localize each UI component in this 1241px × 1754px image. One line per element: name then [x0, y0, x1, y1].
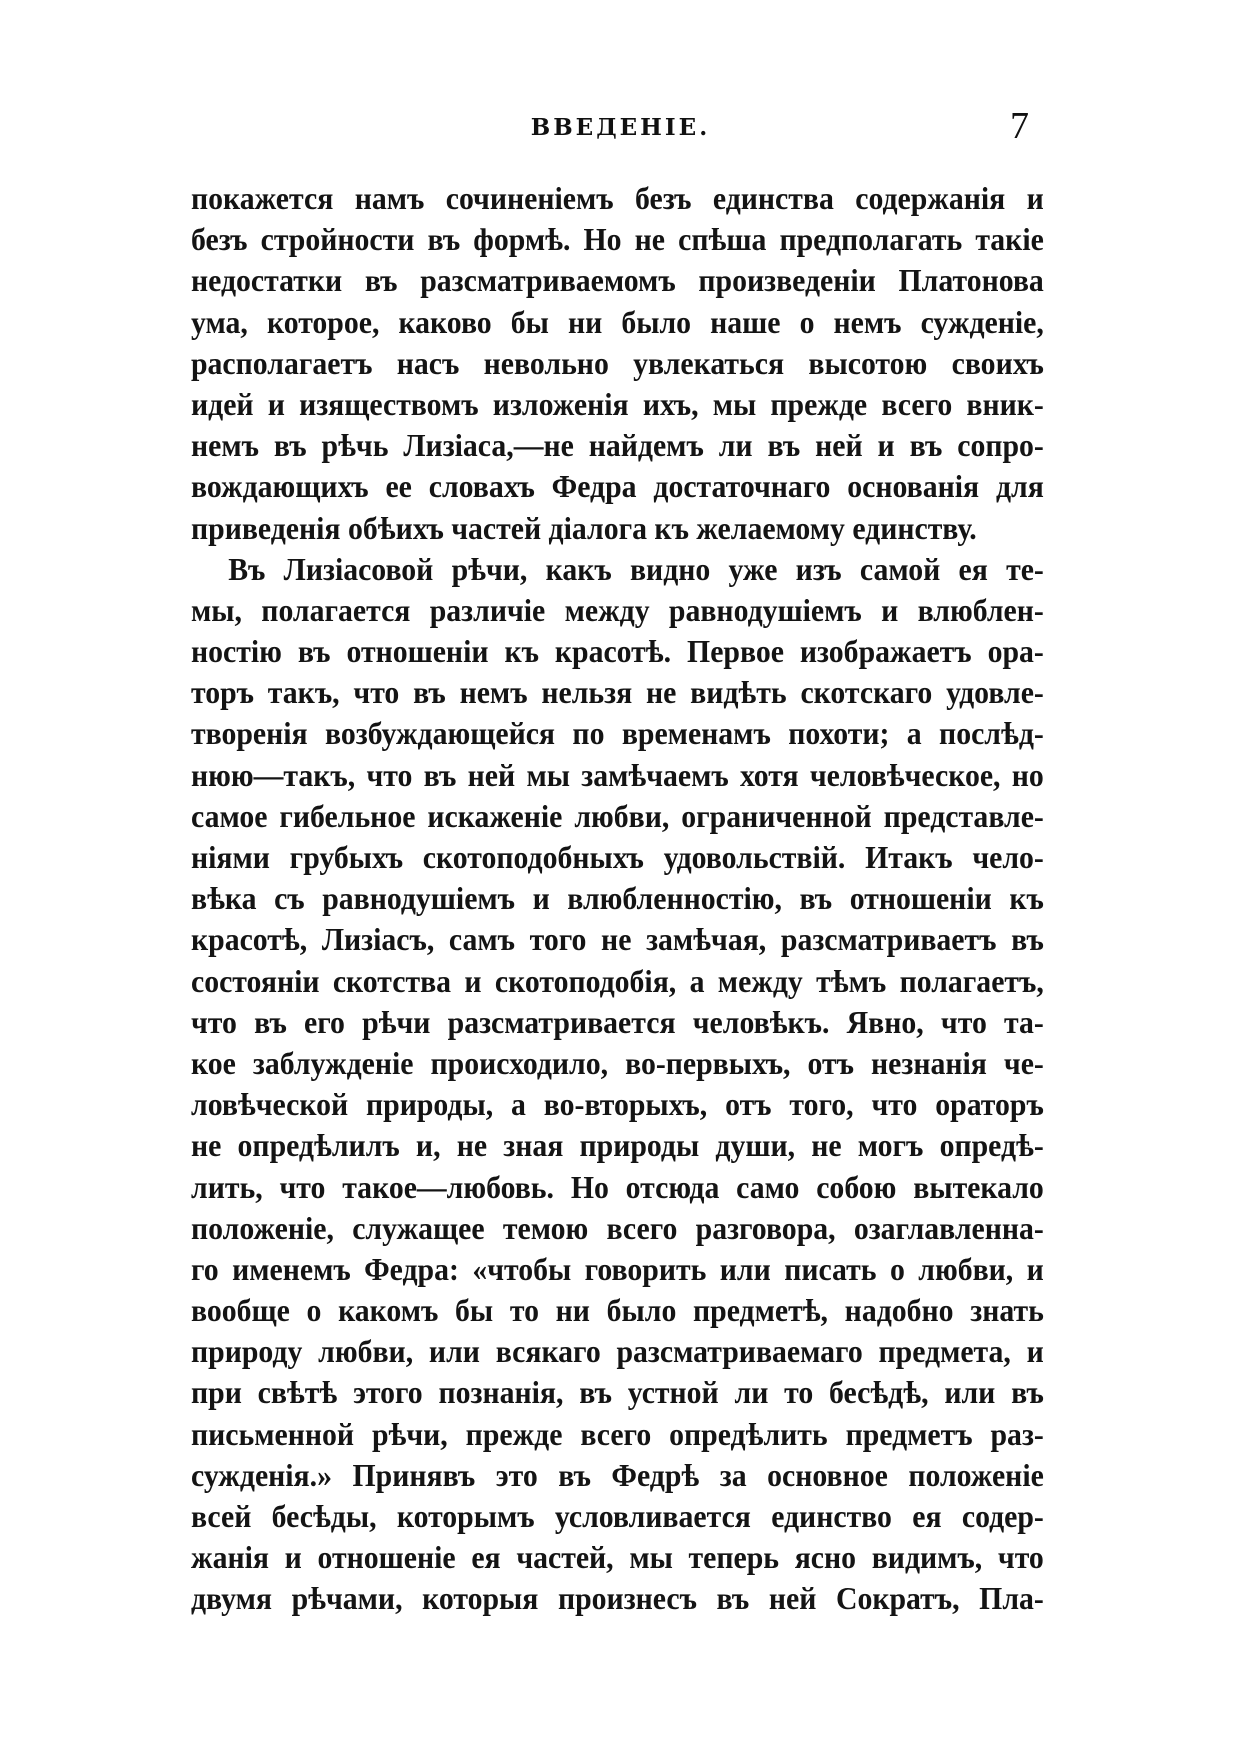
text-line: ніями грубыхъ скотоподобныхъ удовольствій. Итакъ чело- — [191, 839, 1044, 875]
paragraph-start-line: Въ Лизіасовой рѣчи, какъ видно уже изъ самой ея те- — [228, 550, 1044, 587]
text-line: нюю—такъ, что въ ней мы замѣчаемъ хотя человѣческое, но — [191, 756, 1044, 793]
text-line: жанія и отношеніе ея частей, мы теперь ясно видимъ, что — [191, 1539, 1044, 1576]
page-number: 7 — [1010, 105, 1029, 147]
text-line: приведенія обѣихъ частей діалога къ желаемому единству. — [191, 509, 977, 546]
text-line: вѣка съ равнодушіемъ и влюбленностію, въ отношеніи къ — [191, 880, 1044, 917]
text-line: вообще о какомъ бы то ни было предметѣ, надобно знать — [191, 1292, 1044, 1329]
text-line: торъ такъ, что въ немъ нельзя не видѣть скотскаго удовле- — [191, 674, 1044, 711]
text-line: вождающихъ ее словахъ Федра достаточнаго основанія для — [191, 468, 1044, 505]
text-line: не опредѣлилъ и, не зная природы души, не могъ опредѣ- — [191, 1127, 1044, 1164]
text-line: красотѣ, Лизіасъ, самъ того не замѣчая, разсматриваетъ въ — [191, 921, 1044, 958]
running-head: ВВЕДЕНІЕ. — [530, 114, 711, 141]
text-line: мы, полагается различіе между равнодушіемъ и влюблен- — [191, 591, 1044, 628]
text-line: покажется намъ сочиненіемъ безъ единства содержанія и — [191, 180, 1044, 216]
text-line: немъ въ рѣчь Лизіаса,—не найдемъ ли въ ней и въ сопро- — [191, 427, 1044, 464]
text-line: состояніи скотства и скотоподобія, а между тѣмъ полагаетъ, — [191, 962, 1044, 999]
text-line: недостатки въ разсматриваемомъ произведеніи Платонова — [191, 262, 1044, 299]
text-line: всей бесѣды, которымъ условливается единство ея содер- — [191, 1498, 1044, 1534]
text-line: идей и изяществомъ изложенія ихъ, мы прежде всего вник- — [191, 385, 1044, 422]
text-line: безъ стройности въ формѣ. Но не спѣша предполагать такіе — [191, 221, 1044, 258]
text-line: го именемъ Федра: «чтобы говорить или писать о любви, и — [191, 1250, 1044, 1287]
text-line: письменной рѣчи, прежде всего опредѣлить предметъ раз- — [191, 1415, 1044, 1452]
text-line: положеніе, служащее темою всего разговора, озаглавленна- — [191, 1209, 1044, 1246]
body-text — [191, 178, 1044, 1620]
text-line: сужденія.» Принявъ это въ Федрѣ за основное положеніе — [191, 1456, 1044, 1493]
text-line: располагаетъ насъ невольно увлекаться высотою своихъ — [191, 344, 1044, 381]
text-line: двумя рѣчами, которыя произнесъ въ ней Сократъ, Пла- — [191, 1580, 1044, 1617]
text-line: творенія возбуждающейся по временамъ похоти; а послѣд- — [191, 715, 1044, 752]
text-line: ума, которое, каково бы ни было наше о немъ сужденіе, — [191, 303, 1044, 340]
text-line: природу любви, или всякаго разсматриваемаго предмета, и — [191, 1333, 1044, 1370]
text-line: кое заблужденіе происходило, во-первыхъ, отъ незнанія че- — [191, 1044, 1044, 1081]
text-line: при свѣтѣ этого познанія, въ устной ли то бесѣдѣ, или въ — [191, 1374, 1044, 1411]
text-line: ловѣческой природы, а во-вторыхъ, отъ того, что ораторъ — [191, 1086, 1044, 1123]
text-line: что въ его рѣчи разсматривается человѣкъ. Явно, что та- — [191, 1003, 1044, 1040]
text-line: самое гибельное искаженіе любви, ограниченной представле- — [191, 797, 1044, 834]
text-line: лить, что такое—любовь. Но отсюда само собою вытекало — [191, 1168, 1044, 1205]
text-line: ностію въ отношеніи къ красотѣ. Первое изображаетъ ора- — [191, 633, 1044, 670]
